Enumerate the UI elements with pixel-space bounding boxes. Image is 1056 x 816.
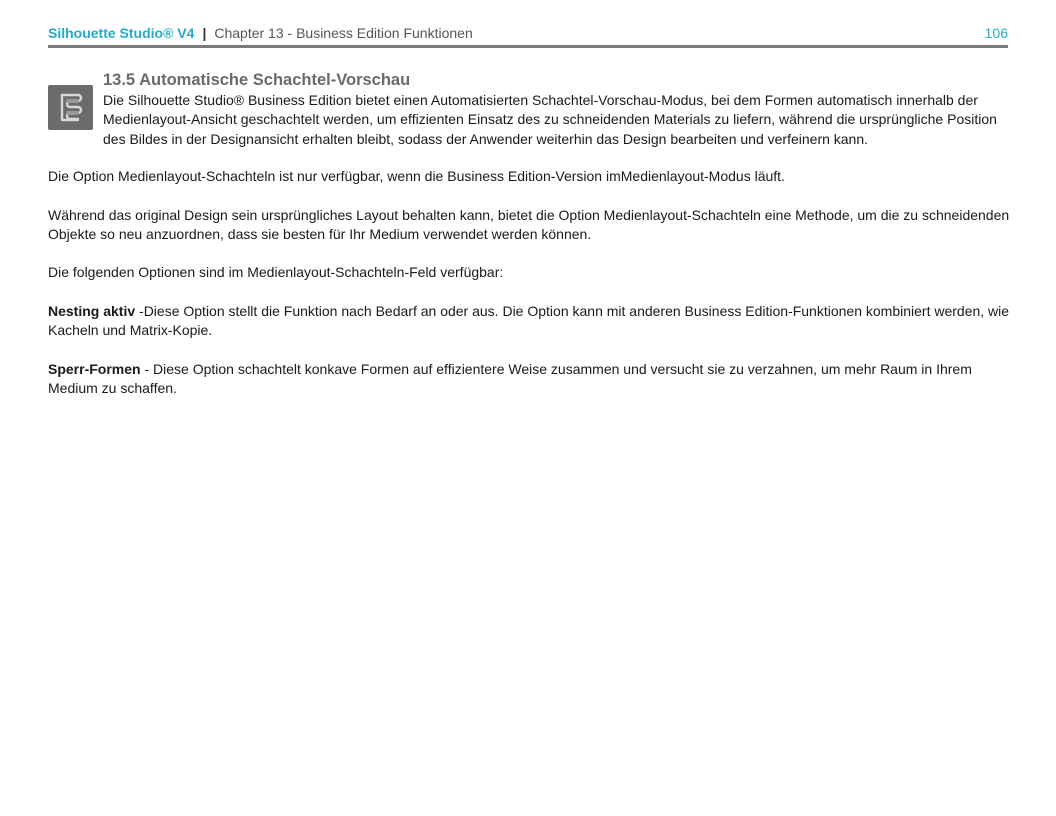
option-term: Sperr-Formen [48, 360, 141, 377]
section-title: 13.5 Automatische Schachtel-Vorschau [103, 71, 411, 89]
paragraph: Die Option Medienlayout-Schachteln ist nur verfügbar, wenn die Business Edition-Version imMedienlayout-Modus läuft. [48, 168, 785, 184]
page-number: 106 [984, 25, 1008, 41]
section-intro-text: Die Silhouette Studio® Business Edition bietet einen Automatisierten Schachtel-Vorschau-Modus, bei dem Formen automatisch innerhalb der Medienlayout-Ansicht geschachtelt werden, um effizienten Einsatz des zu schneidenden Materials zu liefern, während die ursprüngliche Position des Bildes in der Designansicht erhalten bleibt, sodass der Anwender weiterhin das Design bearbeiten und verfeinern kann. [103, 92, 997, 147]
header-divider [48, 45, 1008, 48]
option-nesting-active [48, 302, 1013, 341]
option-term: Nesting aktiv [48, 303, 136, 320]
page-body [48, 167, 1013, 418]
paragraph: Die folgenden Optionen sind im Medienlayout-Schachteln-Feld verfügbar: [48, 264, 504, 281]
option-lock-shapes [48, 360, 1013, 399]
option-description: -Diese Option stellt die Funktion nach Bedarf an oder aus. Die Option kann mit anderen Business Edition-Funktionen kombiniert werden, wie Kacheln und Matrix-Kopie. [48, 303, 1010, 339]
paragraph: Während das original Design sein ursprüngliches Layout behalten kann, bietet die Option Medienlayout-Schachteln eine Methode, um die zu schneidenden Objekte so neu anzuordnen, dass sie besten für Ihr Medium verwendet werden können. [48, 206, 1010, 242]
option-description: - Diese Option schachtelt konkave Formen auf effizientere Weise zusammen und versucht sie zu verzahnen, um mehr Raum in Ihrem Medium zu schaffen. [48, 360, 972, 397]
section-intro [103, 69, 1013, 149]
nesting-shapes-icon [48, 85, 93, 130]
header-separator: | [202, 25, 207, 41]
chapter-title: Chapter 13 - Business Edition Funktionen [214, 25, 473, 41]
page-header [48, 22, 1008, 44]
brand-name: Silhouette Studio® V4 [48, 25, 195, 41]
